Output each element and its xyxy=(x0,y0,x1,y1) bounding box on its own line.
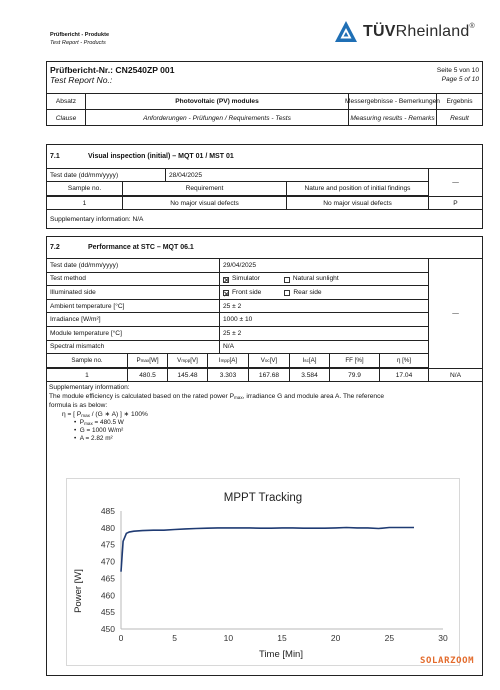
stc-label: Ambient temperature [°C] xyxy=(50,302,125,310)
stc-row-spectral xyxy=(47,341,428,355)
efficiency-formula: η = [ $P_{max} / (G$ ∗ A) ] ∗ 100% xyxy=(62,411,148,418)
stc-value: 29/04/2025 xyxy=(219,259,428,272)
page-number: Seite 5 von 10 xyxy=(436,67,479,74)
column-header-row xyxy=(47,93,482,110)
meas-eta: 17.04 xyxy=(379,369,428,381)
section-7-2-title: Performance at STC – MQT 06.1 xyxy=(88,244,194,251)
stc-row-test-method xyxy=(47,273,428,287)
meas-isc: 3.584 xyxy=(289,369,329,381)
section-7-2-heading xyxy=(47,237,482,259)
front-side-option-label: Front side xyxy=(232,288,262,296)
meas-col-vmpp: V mpp [V] xyxy=(167,354,207,367)
x-tick-label: 30 xyxy=(438,633,448,643)
meas-col-eta: η [%] xyxy=(379,354,428,367)
meas-voc: 167.68 xyxy=(248,369,289,381)
meas-vmpp: 145.48 xyxy=(167,369,207,381)
y-tick-label: 455 xyxy=(100,607,115,618)
visual-result: P xyxy=(428,197,482,209)
meas-col-ff: FF [%] xyxy=(329,354,379,367)
col-requirements-en: Anforderungen - Prüfungen / Requirements - Tests xyxy=(85,110,348,126)
stc-row-module-temp xyxy=(47,327,428,341)
supp-line-1: The module efficiency is calculated based on the rated power $P_{max}$, irradiance G and module area A. The reference xyxy=(49,393,385,400)
section-7-1-result-dash: — xyxy=(428,169,482,196)
meas-col-isc: I sc [A] xyxy=(289,354,329,367)
sample-no: 1 xyxy=(82,199,87,207)
section-7-1-supplementary: Supplementary information: N/A xyxy=(50,215,144,223)
stc-value: 25 ± 2 xyxy=(219,327,428,340)
meas-result: N/A xyxy=(428,369,482,381)
meas-col-sample: Sample no. xyxy=(71,357,103,365)
stc-row-irradiance xyxy=(47,313,428,327)
stc-row-illuminated-side xyxy=(47,286,428,300)
stc-row-test-date xyxy=(47,259,428,273)
page-number-en: Page 5 of 10 xyxy=(441,76,479,83)
y-tick-label: 470 xyxy=(100,556,115,567)
natural-sunlight-checkbox[interactable] xyxy=(284,277,290,283)
section-7-2-result-dash: — xyxy=(428,259,482,368)
meas-sample: 1 xyxy=(85,371,89,379)
rear-side-checkbox[interactable] xyxy=(284,290,290,296)
meas-impp: 3.303 xyxy=(207,369,248,381)
col-result: Ergebnis xyxy=(436,94,482,109)
report-type-de: Prüfbericht - Produkte xyxy=(50,32,110,38)
stc-value: N/A xyxy=(219,341,428,354)
stc-value: 1000 ± 10 xyxy=(219,313,428,326)
col-clause: Absatz xyxy=(55,98,77,105)
meas-pmax: 480.5 xyxy=(127,369,167,381)
report-type xyxy=(50,31,109,47)
nature-value: No major visual defects xyxy=(286,197,428,209)
tuv-logo xyxy=(334,19,475,45)
section-7-1 xyxy=(46,144,483,229)
stc-label: Spectral mismatch xyxy=(50,343,105,351)
stc-label: Test date (dd/mm/yyyy) xyxy=(50,261,119,269)
stc-label: Module temperature [°C] xyxy=(50,329,122,337)
chart-x-axis-label: Time [Min] xyxy=(259,649,303,660)
rear-side-option-label: Rear side xyxy=(293,288,322,296)
test-date-label: Test date (dd/mm/yyyy) xyxy=(50,171,119,179)
chart-series xyxy=(121,528,414,572)
y-tick-label: 480 xyxy=(100,522,115,533)
mppt-chart xyxy=(66,478,460,666)
section-7-1-number: 7.1 xyxy=(50,153,60,160)
y-tick-label: 475 xyxy=(100,539,115,550)
col-measure: Messergebnisse - Bemerkungen xyxy=(348,94,436,109)
watermark: SOLARZOOM xyxy=(420,656,475,666)
col-requirement: Requirement xyxy=(122,182,286,195)
bullet-pmax: • $P_{max} = 480.5$ W xyxy=(74,419,124,426)
visual-data-row xyxy=(47,196,482,210)
meas-col-impp: I mpp [A] xyxy=(207,354,248,367)
report-type-en: Test Report - Products xyxy=(50,40,106,46)
x-tick-label: 15 xyxy=(277,633,287,643)
supp-title: Supplementary information: xyxy=(49,384,130,391)
simulator-option-label: Simulator xyxy=(232,275,260,283)
supp-line-2: formula is as below: xyxy=(49,402,108,409)
column-header-row-en xyxy=(47,110,482,126)
bullet-area: • A = 2.82 m² xyxy=(74,435,113,442)
col-title: Photovoltaic (PV) modules xyxy=(85,94,348,109)
col-clause-en: Clause xyxy=(55,114,77,122)
tuv-triangle-icon xyxy=(334,20,358,44)
chart-y-axis-label: Power [W] xyxy=(73,569,84,613)
stc-label: Test method xyxy=(50,275,86,283)
x-tick-label: 20 xyxy=(330,633,341,643)
section-7-1-heading xyxy=(47,145,482,169)
chart-ticks xyxy=(101,506,448,643)
y-tick-label: 485 xyxy=(100,506,115,516)
report-number-title-en: Test Report No.: xyxy=(50,75,113,85)
y-tick-label: 450 xyxy=(100,624,115,634)
y-tick-label: 460 xyxy=(100,590,115,601)
x-tick-label: 0 xyxy=(118,633,124,643)
visual-header-row xyxy=(47,182,428,196)
measurement-header-row xyxy=(47,354,428,368)
meas-col-voc: V oc [V] xyxy=(248,354,289,367)
bullet-irradiance: • G = 1000 W/m² xyxy=(74,427,124,434)
x-tick-label: 10 xyxy=(223,633,234,643)
stc-label: Irradiance [W/m²] xyxy=(50,316,101,324)
front-side-checkbox[interactable] xyxy=(223,290,229,296)
x-tick-label: 5 xyxy=(172,633,178,643)
chart-title: MPPT Tracking xyxy=(223,492,303,504)
y-tick-label: 465 xyxy=(100,573,115,584)
section-7-2-number: 7.2 xyxy=(50,244,60,251)
col-measure-en: Measuring results - Remarks xyxy=(348,110,436,126)
meas-col-pmax: P max [W] xyxy=(127,354,167,367)
report-number-box xyxy=(46,61,483,126)
stc-label: Illuminated side xyxy=(50,288,96,296)
tuv-logo-text: TÜVRheinland® xyxy=(363,23,475,40)
stc-options xyxy=(219,273,428,286)
natural-sunlight-option-label: Natural sunlight xyxy=(292,275,339,283)
test-date-value: 28/04/2025 xyxy=(165,169,428,181)
test-date-row xyxy=(47,169,428,182)
section-7-1-title: Visual inspection (initial) – MQT 01 / MST 01 xyxy=(88,153,234,160)
mppt-chart-svg xyxy=(67,479,459,665)
stc-value: 25 ± 2 xyxy=(219,300,428,313)
requirement-value: No major visual defects xyxy=(122,197,286,209)
stc-options xyxy=(219,286,428,299)
simulator-checkbox[interactable] xyxy=(223,277,229,283)
meas-ff: 79.9 xyxy=(329,369,379,381)
x-tick-label: 25 xyxy=(384,633,395,643)
report-number-title: Prüfbericht-Nr.: CN2540ZP 001 xyxy=(50,65,175,75)
stc-row-ambient xyxy=(47,300,428,314)
col-sample-no: Sample no. xyxy=(67,185,102,192)
col-nature: Nature and position of initial findings xyxy=(286,182,428,195)
measurement-data-row xyxy=(47,368,482,382)
power-series-line xyxy=(121,528,414,572)
col-result-en: Result xyxy=(436,110,482,126)
